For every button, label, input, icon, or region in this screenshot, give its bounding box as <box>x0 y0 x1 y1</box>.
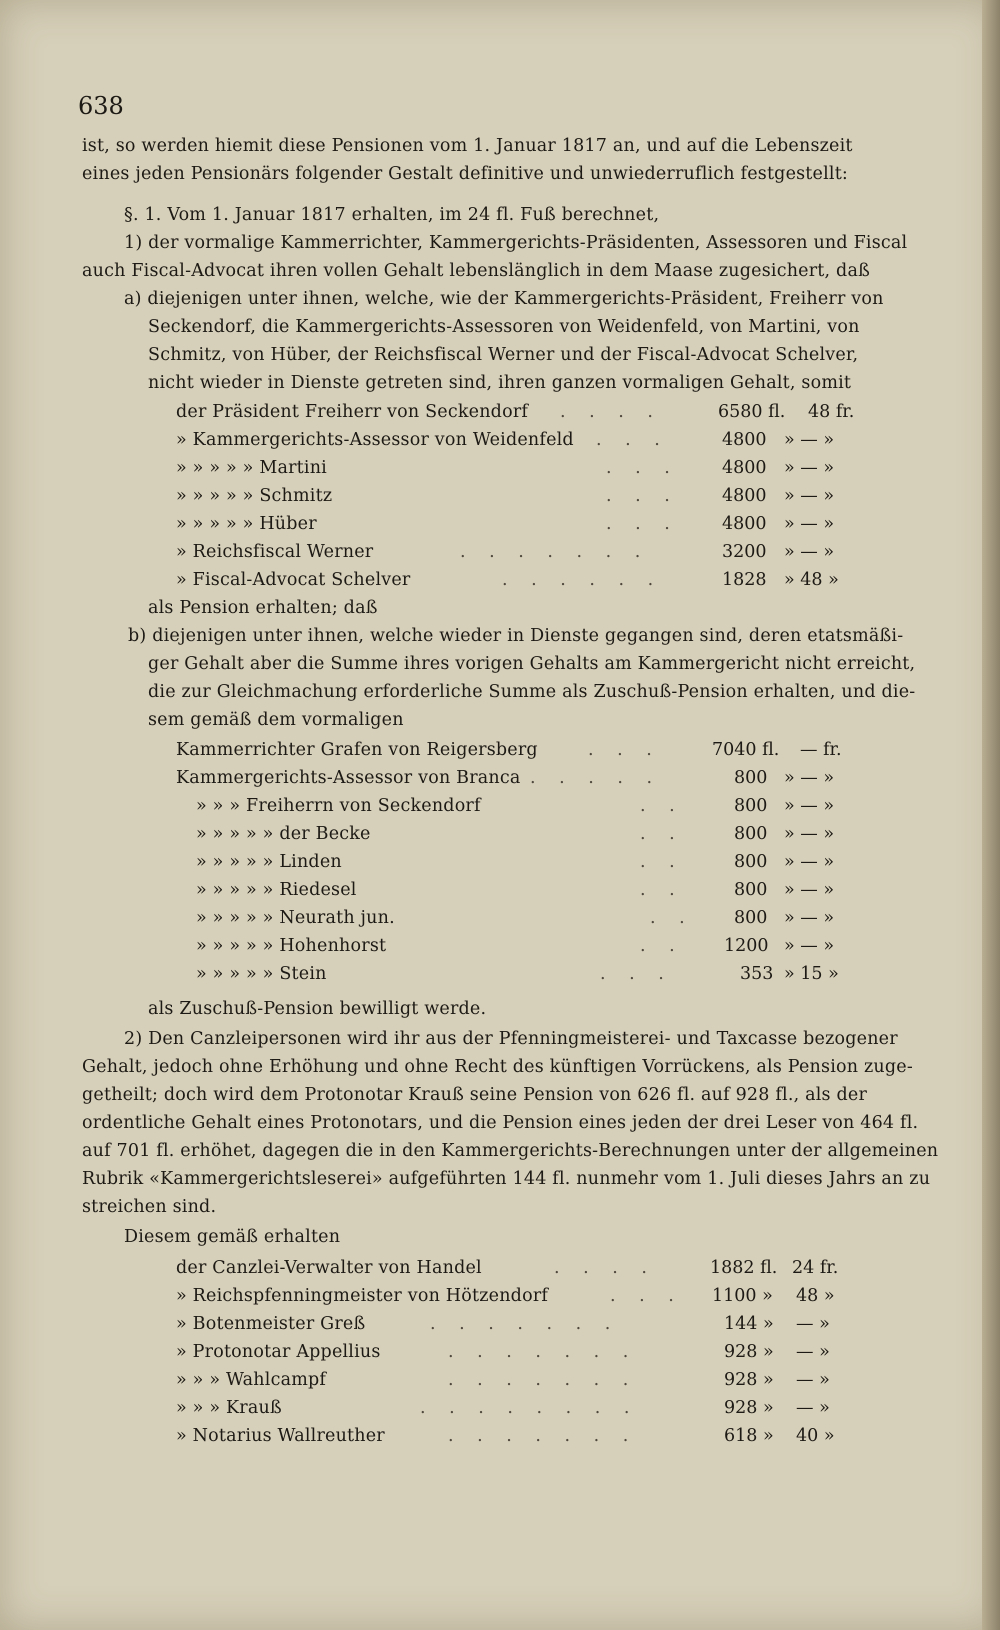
para2-line-6: Rubrik «Kammergerichtsleserei» aufgeführten 144 fl. nunmehr vom 1. Juli dieses Jahrs an zu <box>82 1169 931 1189</box>
table-c-fl: 928 » <box>724 1370 774 1390</box>
table-c-kr: 40 » <box>796 1426 835 1446</box>
table-c-label: » Reichspfenningmeister von Hötzendorf <box>176 1286 549 1306</box>
table-a-fl: 4800 <box>722 514 767 534</box>
table-b-kr: » — » <box>784 768 835 788</box>
table-c-fl: 144 » <box>724 1314 774 1334</box>
table-a-kr: 48 fr. <box>808 402 855 422</box>
table-b-dots: . . . <box>600 964 673 984</box>
table-c-fl: 618 » <box>724 1426 774 1446</box>
table-b-label: Kammergerichts-Assessor von Branca <box>176 768 521 788</box>
table-b-kr: » — » <box>784 824 835 844</box>
intro-line-1: ist, so werden hiemit diese Pensionen vom 1. Januar 1817 an, und auf die Lebenszeit <box>82 136 853 156</box>
table-b-label: » » » » » Stein <box>196 964 327 984</box>
table-a-dots: . . . <box>596 430 669 450</box>
table-a-label: » » » » » Martini <box>176 458 327 478</box>
table-a-dots: . . . . . . <box>502 570 663 590</box>
table-a-kr: » — » <box>784 430 835 450</box>
table-a-label: » » » » » Schmitz <box>176 486 333 506</box>
table-c-label: » Notarius Wallreuther <box>176 1426 385 1446</box>
table-b-kr: — fr. <box>800 740 842 760</box>
table-b-fl: 800 <box>734 880 768 900</box>
table-c-kr: — » <box>796 1342 830 1362</box>
table-c-kr: — » <box>796 1370 830 1390</box>
item-a-line-3: Schmitz, von Hüber, der Reichsfiscal Werner und der Fiscal-Advocat Schelver, <box>148 345 859 365</box>
table-b-kr: » — » <box>784 880 835 900</box>
table-c-kr: — » <box>796 1398 830 1418</box>
table-a-label: » Reichsfiscal Werner <box>176 542 374 562</box>
table-a-dots: . . . <box>606 458 679 478</box>
table-c-dots: . . . <box>610 1286 683 1306</box>
table-b-dots: . . <box>640 824 684 844</box>
table-a-kr: » 48 » <box>784 570 839 590</box>
table-a-fl: 6580 fl. <box>718 402 786 422</box>
table-b-kr: » — » <box>784 908 835 928</box>
section-heading: §. 1. Vom 1. Januar 1817 erhalten, im 24 fl. Fuß berechnet, <box>124 205 660 225</box>
table-b-label: » » » » » Riedesel <box>196 880 357 900</box>
table-b-dots: . . <box>640 852 684 872</box>
table-c-dots: . . . . . . . <box>448 1342 638 1362</box>
table-b-label: » » » » » Hohenhorst <box>196 936 387 956</box>
table-a-kr: » — » <box>784 542 835 562</box>
table-c-label: » Protonotar Appellius <box>176 1342 381 1362</box>
table-c-kr: — » <box>796 1314 830 1334</box>
table-c-label: » » » Krauß <box>176 1398 282 1418</box>
table-a-fl: 4800 <box>722 430 767 450</box>
table-c-dots: . . . . . . . . <box>420 1398 639 1418</box>
table-b-dots: . . . . . <box>530 768 662 788</box>
item-b-line-2: ger Gehalt aber die Summe ihres vorigen Gehalts am Kammergericht nicht erreicht, <box>148 654 916 674</box>
table-c-dots: . . . . . . . <box>448 1370 638 1390</box>
table-b-dots: . . <box>640 936 684 956</box>
table-b-label: Kammerrichter Grafen von Reigersberg <box>176 740 538 760</box>
item-a-line-4: nicht wieder in Dienste getreten sind, ihren ganzen vormaligen Gehalt, somit <box>148 373 852 393</box>
para2-line-1: 2) Den Canzleipersonen wird ihr aus der Pfenningmeisterei- und Taxcasse bezogener <box>124 1029 898 1049</box>
table-b-label: » » » » » Linden <box>196 852 342 872</box>
para2-line-3: getheilt; doch wird dem Protonotar Krauß seine Pension von 626 fl. auf 928 fl., als der <box>82 1085 868 1105</box>
table-c-kr: 24 fr. <box>792 1258 839 1278</box>
item-b-line-3: die zur Gleichmachung erforderliche Summe als Zuschuß-Pension erhalten, und die- <box>148 682 916 702</box>
table-b-kr: » — » <box>784 936 835 956</box>
table-b-label: » » » Freiherrn von Seckendorf <box>196 796 481 816</box>
book-spine-edge <box>982 0 1000 1630</box>
table-a-label: » » » » » Hüber <box>176 514 317 534</box>
table-a-label: » Kammergerichts-Assessor von Weidenfeld <box>176 430 574 450</box>
item-b-line-1: b) diejenigen unter ihnen, welche wieder in Dienste gegangen sind, deren etatsmäßi- <box>128 626 904 646</box>
item-b-line-4: sem gemäß dem vormaligen <box>148 710 404 730</box>
table-b-dots: . . <box>650 908 694 928</box>
table-b-kr: » — » <box>784 796 835 816</box>
para2-line-4: ordentliche Gehalt eines Protonotars, und die Pension eines jeden der drei Leser von 464 fl. <box>82 1113 919 1133</box>
table-b-fl: 800 <box>734 908 768 928</box>
item-a-line-2: Seckendorf, die Kammergerichts-Assessoren von Weidenfeld, von Martini, von <box>148 317 860 337</box>
table-b-fl: 7040 fl. <box>712 740 780 760</box>
diesem-line: Diesem gemäß erhalten <box>124 1227 341 1247</box>
table-c-label: » » » Wahlcampf <box>176 1370 327 1390</box>
table-c-label: » Botenmeister Greß <box>176 1314 366 1334</box>
page-number: 638 <box>78 92 124 120</box>
table-a-fl: 3200 <box>722 542 767 562</box>
table-c-label: der Canzlei-Verwalter von Handel <box>176 1258 482 1278</box>
table-b-fl: 1200 <box>724 936 769 956</box>
after-table-b: als Zuschuß-Pension bewilligt werde. <box>148 999 487 1019</box>
table-b-dots: . . <box>640 880 684 900</box>
table-b-fl: 353 <box>740 964 774 984</box>
item-a-line-1: a) diejenigen unter ihnen, welche, wie der Kammergerichts-Präsident, Freiherr von <box>124 289 884 309</box>
table-a-label: der Präsident Freiherr von Seckendorf <box>176 402 529 422</box>
table-c-dots: . . . . . . . <box>430 1314 620 1334</box>
table-c-dots: . . . . . . . <box>448 1426 638 1446</box>
table-b-fl: 800 <box>734 852 768 872</box>
table-b-dots: . . . <box>588 740 661 760</box>
table-b-dots: . . <box>640 796 684 816</box>
table-c-dots: . . . . <box>554 1258 656 1278</box>
table-b-kr: » — » <box>784 852 835 872</box>
table-a-fl: 4800 <box>722 486 767 506</box>
table-c-fl: 1882 fl. <box>710 1258 778 1278</box>
table-a-dots: . . . . <box>560 402 662 422</box>
table-b-label: » » » » » Neurath jun. <box>196 908 395 928</box>
table-a-kr: » — » <box>784 486 835 506</box>
table-c-fl: 1100 » <box>712 1286 773 1306</box>
table-a-label: » Fiscal-Advocat Schelver <box>176 570 411 590</box>
table-c-fl: 928 » <box>724 1342 774 1362</box>
table-a-dots: . . . <box>606 486 679 506</box>
table-b-kr: » 15 » <box>784 964 839 984</box>
table-a-fl: 1828 <box>722 570 767 590</box>
para1-line-2: auch Fiscal-Advocat ihren vollen Gehalt lebenslänglich in dem Maase zugesichert, daß <box>82 261 870 281</box>
table-c-kr: 48 » <box>796 1286 835 1306</box>
after-table-a: als Pension erhalten; daß <box>148 598 378 618</box>
table-a-dots: . . . . . . . <box>460 542 650 562</box>
table-b-label: » » » » » der Becke <box>196 824 371 844</box>
para2-line-5: auf 701 fl. erhöhet, dagegen die in den Kammergerichts-Berechnungen unter der allgemeinen <box>82 1141 939 1161</box>
table-a-kr: » — » <box>784 458 835 478</box>
para2-line-7: streichen sind. <box>82 1197 217 1217</box>
para2-line-2: Gehalt, jedoch ohne Erhöhung und ohne Recht des künftigen Vorrückens, als Pension zuge- <box>82 1057 913 1077</box>
table-b-fl: 800 <box>734 796 768 816</box>
table-c-fl: 928 » <box>724 1398 774 1418</box>
table-a-dots: . . . <box>606 514 679 534</box>
intro-line-2: eines jeden Pensionärs folgender Gestalt definitive und unwiederruflich festgestellt: <box>82 164 849 184</box>
table-b-fl: 800 <box>734 824 768 844</box>
para1-line-1: 1) der vormalige Kammerrichter, Kammergerichts-Präsidenten, Assessoren und Fiscal <box>124 233 908 253</box>
table-a-fl: 4800 <box>722 458 767 478</box>
table-b-fl: 800 <box>734 768 768 788</box>
table-a-kr: » — » <box>784 514 835 534</box>
